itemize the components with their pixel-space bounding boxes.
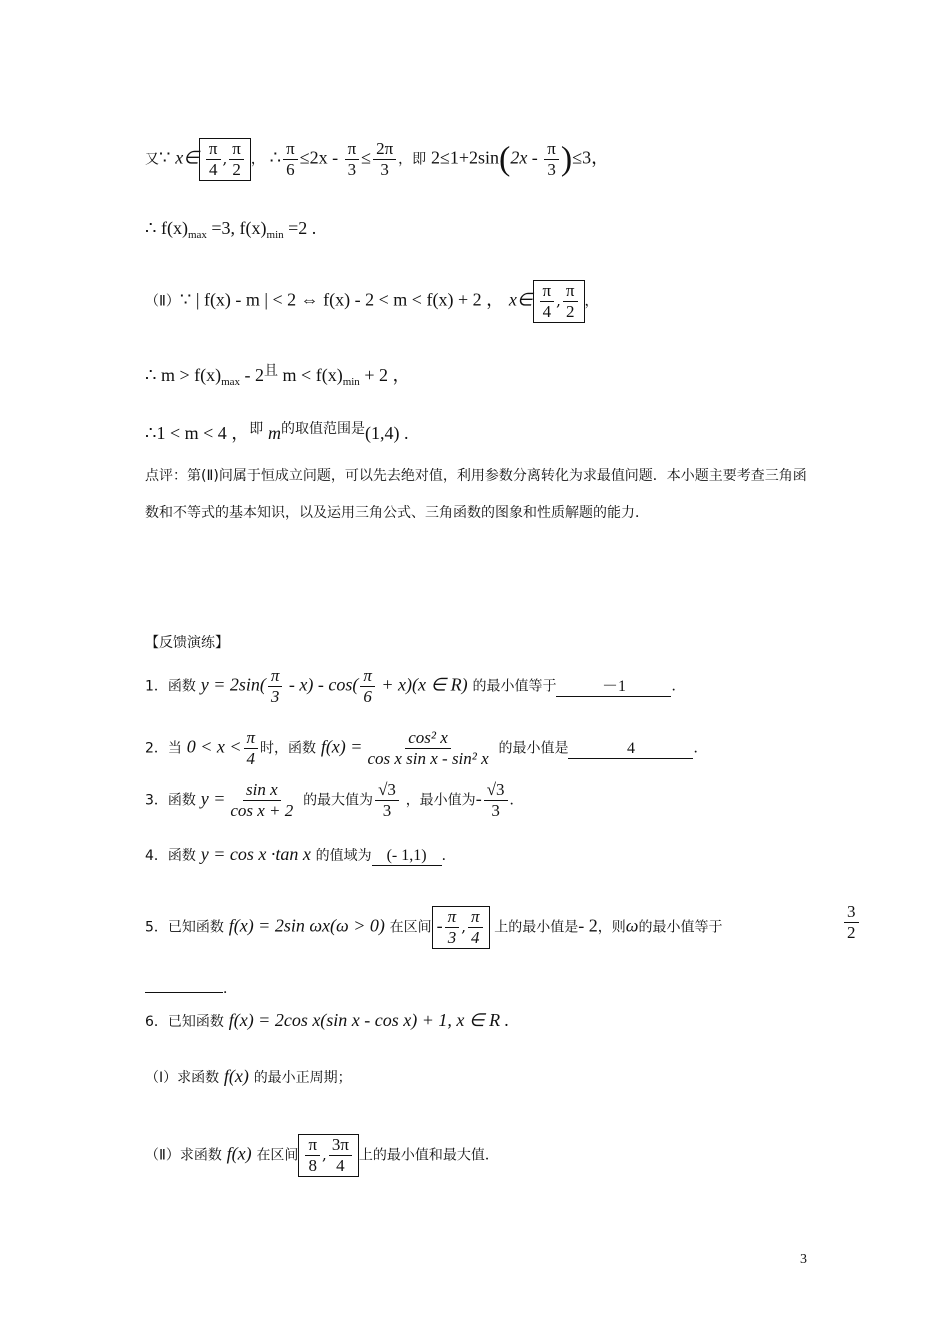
fraction-denominator: 3: [547, 160, 556, 179]
math-text: ≤: [361, 147, 372, 168]
solution-line-2: [145, 218, 316, 241]
interval-bracket: - $\frac{\pi}{3}$ , $\frac{\pi}{4}$: [432, 906, 490, 949]
solution-line-4: [145, 360, 410, 388]
fraction-numerator: 3π: [329, 1135, 352, 1156]
question-6-part-1: [145, 1066, 352, 1087]
part-label: （Ⅱ）: [145, 1147, 180, 1164]
text: 在区间: [389, 919, 432, 936]
math-text: - x) - cos(: [284, 674, 359, 695]
fraction-denominator: cos x + 2: [230, 801, 294, 820]
text: 的最小正周期；: [253, 1070, 352, 1086]
fraction-denominator: 6: [286, 160, 295, 179]
because-symbol: ∵: [159, 147, 171, 168]
text: 的值域为: [315, 848, 372, 864]
math-text: ∵ | f(x) - m | < 2 ⇔ f(x) - 2 < m < f(x) + 2 ，: [179, 289, 505, 310]
fraction-denominator: 4: [208, 160, 218, 179]
fraction-numerator: √3: [375, 780, 399, 801]
math-text: y = cos x ·tan x: [200, 844, 311, 864]
math-text: =2 .: [283, 218, 317, 238]
practice-heading: 【反馈演练】: [145, 635, 229, 651]
text: 求函数: [177, 1070, 220, 1086]
fraction-numerator: 3: [844, 902, 859, 923]
fraction-numerator: cos² x: [405, 728, 451, 749]
part-label: （Ⅰ）: [145, 1070, 178, 1086]
text: 上的最小值和最大值．: [358, 1147, 499, 1164]
fraction-numerator: π: [229, 139, 244, 160]
math-text: -: [475, 788, 482, 809]
fraction-denominator: 2: [565, 302, 575, 321]
math-text: - 2: [578, 915, 598, 936]
text: ，: [250, 151, 265, 168]
fraction-numerator: π: [540, 281, 555, 302]
math-text: 0 < x <: [186, 736, 242, 757]
question-number: 2．当: [145, 740, 182, 757]
fraction-numerator: π: [360, 666, 375, 687]
text: ．: [509, 792, 524, 809]
fraction-numerator: √3: [484, 780, 508, 801]
text: 的最小值是: [498, 740, 569, 757]
fraction-denominator: 3: [270, 687, 280, 706]
fraction-denominator: 2: [232, 160, 241, 179]
math-text: f(x): [226, 1143, 252, 1164]
question-number: 5．已知函数: [145, 919, 224, 936]
question-4: [145, 844, 456, 866]
solution-line-5: [145, 418, 409, 445]
math-text: ≤2x -: [299, 147, 343, 168]
fraction-numerator: π: [268, 666, 283, 687]
fraction-denominator: 4: [246, 749, 256, 768]
question-5: [145, 906, 723, 949]
fraction-numerator: π: [468, 907, 483, 928]
math-text: f(x) = 2cos x(sin x - cos x) + 1, x ∈ R .: [228, 1010, 510, 1030]
fraction-denominator: 2: [847, 923, 856, 942]
math-text: y =: [200, 788, 226, 809]
text: 上的最小值是: [494, 919, 579, 936]
fraction-numerator: π: [244, 728, 259, 749]
math-text: m < f(x): [278, 365, 343, 385]
fraction-numerator: π: [283, 139, 298, 160]
text: ，即: [398, 151, 427, 168]
math-text: + x)(x ∈ R): [376, 674, 468, 695]
text: 时，函数: [260, 740, 317, 757]
interval-bracket: $\frac{\pi}{8}$ , $\frac{3\pi}{4}$: [298, 1134, 358, 1177]
text: 且: [264, 363, 279, 379]
math-text: f(x) = 2sin ωx(ω > 0): [228, 915, 385, 936]
fraction-numerator: π: [345, 139, 360, 160]
interval-bracket: $\frac{\pi}{4}$ , $\frac{\pi}{2}$: [533, 280, 585, 323]
answer-blank: －1: [556, 673, 671, 697]
math-text: - 2: [240, 365, 265, 385]
fraction-numerator: π: [305, 1135, 320, 1156]
question-number: 6．已知函数: [145, 1014, 224, 1030]
fraction-numerator: sin x: [243, 780, 281, 801]
question-6: [145, 1010, 509, 1031]
text: ，: [584, 293, 599, 310]
fraction-numerator: π: [206, 139, 221, 160]
min-answer: [484, 780, 508, 821]
fraction-numerator: 2π: [373, 139, 396, 160]
fraction-denominator: 4: [542, 302, 552, 321]
solution-line-3: [145, 280, 599, 323]
question-3: [145, 780, 524, 821]
math-text: f(x) =: [320, 736, 363, 757]
text: ．: [693, 740, 708, 757]
question-number: 1．函数: [145, 678, 196, 695]
math-text: =3, f(x): [206, 218, 267, 238]
fraction-numerator: π: [563, 281, 578, 302]
fraction-denominator: cos x sin x - sin² x: [367, 749, 489, 768]
part-label: （Ⅱ）: [145, 293, 180, 310]
question-number: 3．函数: [145, 792, 196, 809]
text: ．: [441, 848, 456, 864]
math-text: x∈: [175, 147, 199, 168]
text: 的最小值等于: [638, 919, 723, 936]
question-number: 4．函数: [145, 848, 196, 864]
subscript: max: [187, 229, 207, 241]
math-text: ω: [625, 915, 639, 936]
math-text: ∴ f(x): [145, 218, 188, 238]
answer-blank: [145, 992, 223, 993]
text: ，最小值为: [405, 792, 476, 809]
fraction-numerator: π: [544, 139, 559, 160]
text: ．: [223, 981, 237, 997]
math-text: x∈: [508, 289, 533, 310]
text: 在区间: [256, 1147, 299, 1164]
math-text: ∴1 < m < 4 ，: [145, 423, 250, 443]
subscript: min: [342, 376, 360, 388]
page-number: 3: [800, 1252, 807, 1267]
math-text: f(x): [223, 1066, 249, 1086]
fraction-denominator: 8: [308, 1156, 317, 1175]
fraction-denominator: 4: [471, 928, 480, 947]
fraction-denominator: 4: [336, 1156, 345, 1175]
solution-line-1: 又∵ x∈ $\frac{\pi}{4}$ , $\frac{\pi}{2}$ ， ∴ $\frac{\pi}{6}$ ≤2x - $\frac{\pi}{3}$ ≤ $\frac{2\pi}{3}$ ，即 2≤1+2sin(2x - $\frac{\pi}{3}$ )≤3，: [145, 139, 610, 179]
math-text: ∴ m > f(x): [145, 365, 222, 385]
answer-blank: 4: [568, 740, 693, 759]
math-text: 2x -: [510, 147, 543, 168]
text: 即: [249, 421, 264, 437]
fraction-denominator: 3: [491, 801, 500, 820]
q5-blank-line: [145, 978, 237, 998]
subscript: min: [266, 229, 284, 241]
interval-bracket: $\frac{\pi}{4}$ , $\frac{\pi}{2}$: [199, 138, 251, 181]
question-6-part-2: [145, 1134, 499, 1177]
q5-answer: [842, 902, 861, 943]
text: 的最小值等于: [472, 678, 557, 695]
text: 的最大值为: [303, 792, 374, 809]
fraction-denominator: 3: [447, 928, 457, 947]
text: ．: [671, 678, 686, 695]
math-text: 2≤1+2sin: [430, 147, 499, 168]
subscript: max: [221, 376, 241, 388]
fraction-denominator: 6: [363, 687, 372, 706]
math-text: m: [268, 423, 282, 443]
text: ，则: [597, 919, 626, 936]
fraction-denominator: 3: [380, 160, 389, 179]
text: 求函数: [179, 1147, 222, 1164]
therefore-symbol: ∴: [269, 147, 282, 168]
math-text: (1,4) .: [365, 423, 409, 443]
answer-blank: (- 1,1): [372, 847, 442, 866]
comment-paragraph: 点评：第(Ⅱ)问属于恒成立问题，可以先去绝对值，利用参数分离转化为求最值问题．本小题主要考查三角函数和不等式的基本知识，以及运用三角公式、三角函数的图象和性质解题的能力．: [145, 468, 807, 521]
math-text: + 2 ，: [359, 365, 411, 385]
math-text: y = 2sin(: [200, 674, 266, 695]
question-2: [145, 728, 707, 769]
text: 的取值范围是: [281, 421, 366, 437]
question-1: [145, 666, 685, 707]
text: 又: [145, 151, 159, 168]
fraction-denominator: 3: [347, 160, 357, 179]
max-answer: [375, 780, 399, 821]
math-text: -: [436, 915, 443, 936]
math-text: ≤3，: [572, 147, 610, 168]
fraction-numerator: π: [445, 907, 460, 928]
fraction-denominator: 3: [382, 801, 392, 820]
